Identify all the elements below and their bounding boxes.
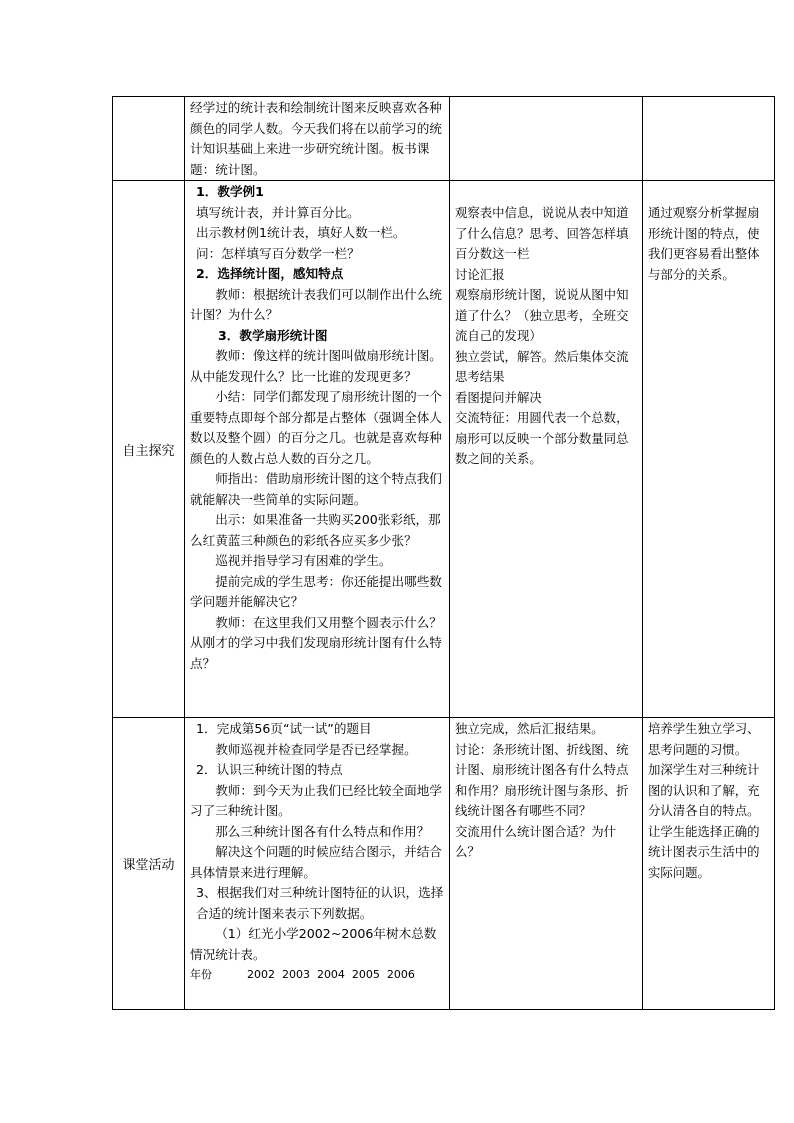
content-line: 出示教材例1统计表，填好人数一栏。 — [196, 225, 406, 240]
intent-line: 通过观察分析掌握扇形统计图的特点，使我们更容易看出整体与部分的关系。 — [648, 205, 760, 282]
content-line: 填写统计表，并计算百分比。 — [196, 204, 360, 220]
lesson-plan-table — [112, 96, 775, 1010]
student-line: 讨论：条形统计图、折线图、统计图、扇形统计图各有什么特点和作用？扇形统计图与条形、折线统计图各有哪些不同？ — [455, 741, 629, 818]
student-line: 交流特征：用圆代表一个总数，扇形可以反映一个部分数量同总数之间的关系。 — [455, 410, 629, 466]
section-heading: 3．教学扇形统计图 — [218, 327, 328, 343]
content-line: 教师巡视并检查同学是否已经掌握。 — [215, 741, 417, 757]
content-line: 那么三种统计图各有什么特点和作用？ — [215, 823, 430, 839]
content-line: （1）红光小学2002~2006年树木总数情况统计表。 — [190, 926, 437, 962]
intent-line: 加深学生对三种统计图的认识和了解，充分认清各自的特点。 — [648, 762, 760, 818]
content-line: 解决这个问题的时候应结合图示，并结合具体情景来进行理解。 — [190, 844, 442, 880]
student-line: 观察表中信息，说说从表中知道了什么信息？思考、回答怎样填百分数这一栏 — [455, 205, 629, 261]
table-row-class-activity — [113, 718, 775, 1010]
design-intent-cell — [643, 718, 775, 1010]
content-line: 小结：同学们都发现了扇形统计图的一个重要特点即每个部分都是占整体（强调全体人数以及整个圆）的百分之几。也就是喜欢每种颜色的人数占总人数的百分之几。 — [190, 389, 442, 466]
student-line: 看图提问并解决 — [455, 389, 542, 405]
content-line: 教师：到今天为止我们已经比较全面地学习了三种统计图。 — [190, 782, 442, 818]
content-line: 问：怎样填写百分数学一栏？ — [196, 245, 360, 261]
student-line: 交流用什么统计图合适？为什么？ — [455, 823, 617, 859]
section-heading: 1．教学例1 — [196, 184, 264, 199]
table-row-self-exploration — [113, 181, 775, 718]
student-activity-cell — [450, 718, 643, 1010]
section-heading: 2．选择统计图，感知特点 — [196, 266, 344, 281]
teaching-content-cell — [185, 718, 450, 1010]
intro-text: 经学过的统计表和绘制统计图来反映喜欢各种颜色的同学人数。今天我们将在以前学习的统计知识基础上来进一步研究统计图。板书课题：统计图。 — [190, 100, 442, 177]
content-line: 1．完成第56页“试一试”的题目 — [196, 721, 372, 736]
student-line: 观察扇形统计图，说说从图中知道了什么？（独立思考，全班交流自己的发现） — [455, 287, 629, 343]
content-line: 教师：在这里我们又用整个圆表示什么？从刚才的学习中我们发现扇形统计图有什么特点？ — [190, 614, 442, 671]
row-label-class-activity: 课堂活动 — [113, 718, 185, 1010]
design-intent-cell — [643, 181, 775, 718]
content-line: 教师：根据统计表我们可以制作出什么统计图？为什么？ — [190, 286, 442, 322]
content-line: 巡视并指导学习有困难的学生。 — [215, 553, 392, 568]
student-line: 独立完成，然后汇报结果。 — [455, 721, 604, 736]
intent-line: 让学生能选择正确的统计图表示生活中的实际问题。 — [648, 823, 760, 880]
student-activity-cell — [450, 97, 643, 181]
design-intent-cell — [643, 97, 775, 181]
teaching-content-cell — [185, 97, 450, 181]
teaching-content-cell — [185, 181, 450, 718]
content-line: 3、根据我们对三种统计图特征的认识，选择合适的统计图来表示下列数据。 — [196, 885, 444, 921]
year-header-line: 年份 2002 2003 2004 2005 2006 — [190, 968, 415, 981]
content-line: 出示：如果准备一共购买200张彩纸，那么红黄蓝三种颜色的彩纸各应买多少张？ — [190, 512, 441, 548]
student-line: 独立尝试，解答。然后集体交流思考结果 — [455, 348, 629, 384]
student-activity-cell — [450, 181, 643, 718]
content-line: 提前完成的学生思考：你还能提出哪些数学问题并能解决它？ — [190, 573, 442, 609]
content-line: 教师：像这样的统计图叫做扇形统计图。从中能发现什么？比一比谁的发现更多？ — [190, 348, 442, 384]
intent-line: 培养学生独立学习、思考问题的习惯。 — [648, 721, 760, 757]
content-line: 师指出：借助扇形统计图的这个特点我们就能解决一些简单的实际问题。 — [190, 471, 442, 507]
content-line: 2．认识三种统计图的特点 — [196, 762, 343, 777]
student-line: 讨论汇报 — [455, 266, 505, 282]
row-label-self-exploration: 自主探究 — [113, 181, 185, 718]
row-label-empty — [113, 97, 185, 181]
table-row-intro — [113, 97, 775, 181]
